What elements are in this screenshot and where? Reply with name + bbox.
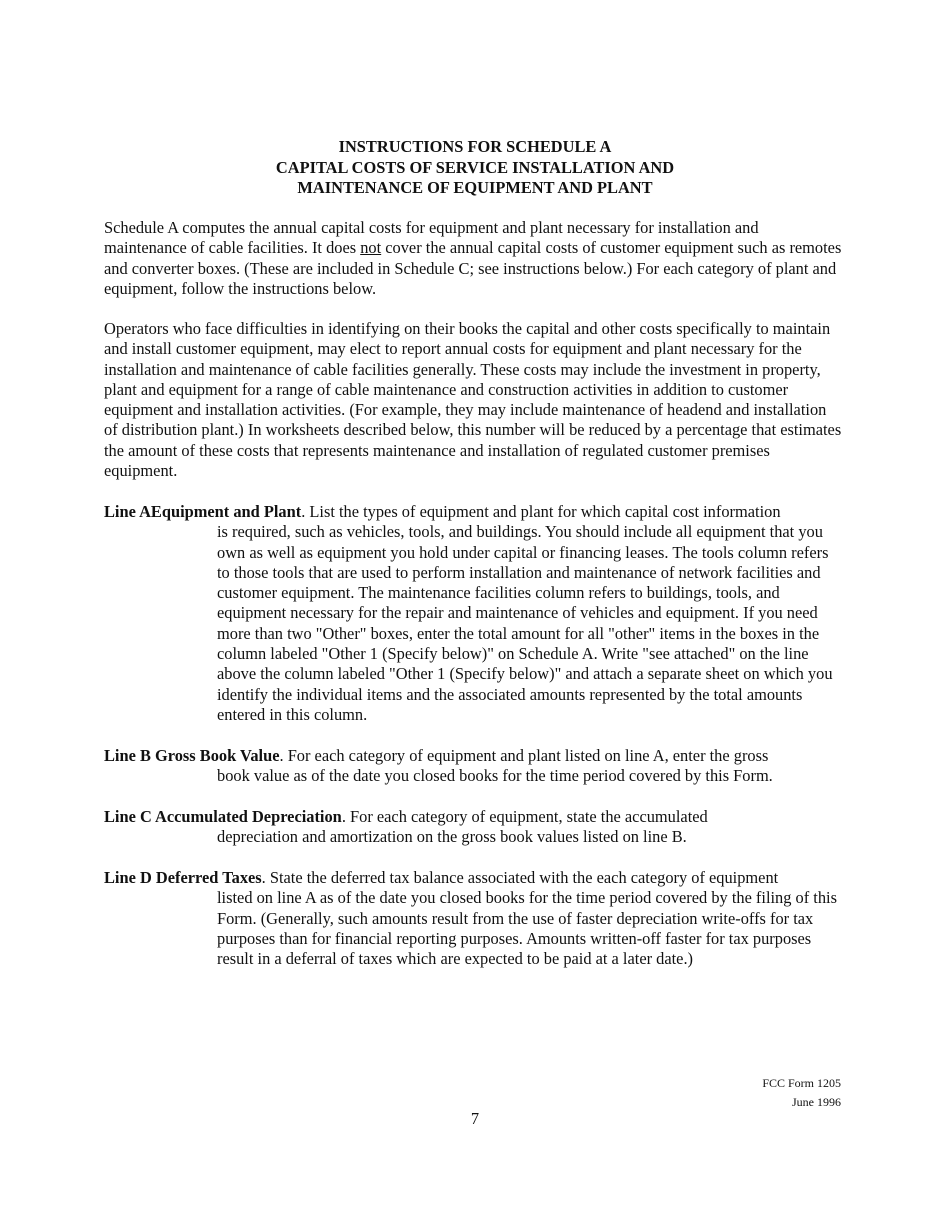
intro-paragraph-2: Operators who face difficulties in identifying on their books the capital and other costs specifically to maintain and install customer equipment, may elect to report annual costs for equipment and plant necessary for the installation and maintenance of cable facilities generally. These costs may include the investment in property, plant and equipment for a range of cable maintenance and construction activities in addition to customer equipment and installation activities. (For example, they may include maintenance of headend and installation of distribution plant.) In worksheets described below, this number will be reduced by a percentage that estimates the amount of these costs that represents maintenance and installation of regulated customer premises equipment.: [104, 319, 842, 481]
line-d-label: Line D Deferred Taxes: [104, 868, 262, 887]
title-line-1: INSTRUCTIONS FOR SCHEDULE A: [338, 137, 612, 156]
line-b-label: Line B Gross Book Value: [104, 746, 280, 765]
form-number: FCC Form 1205: [762, 1076, 841, 1090]
intro-p1-before: Schedule A computes the annual capital costs for equipment and plant necessary for installation and maintenance of cable facilities. It does: [104, 218, 759, 258]
line-d-body: listed on line A as of the date you closed books for the time period covered by the filing of this Form. (Generally, such amounts result from the use of faster depreciation write-offs for tax purposes than for financial reporting purposes. Amounts written-off faster for tax purposes result in a deferral of taxes which are expected to be paid at a later date.): [217, 888, 837, 969]
form-date: June 1996: [792, 1095, 841, 1109]
line-a-instruction: [104, 502, 844, 725]
intro-paragraph-1: [104, 218, 844, 299]
line-b-instruction: [104, 746, 844, 787]
line-a-lead: . List the types of equipment and plant for which capital cost information: [301, 502, 781, 521]
line-c-label: Line C Accumulated Depreciation: [104, 807, 342, 826]
intro-p1-emphasis: not: [360, 238, 382, 258]
form-footer: [762, 1074, 841, 1112]
title-line-2: CAPITAL COSTS OF SERVICE INSTALLATION AND: [275, 157, 675, 177]
intro-p1-after: cover the annual capital costs of customer equipment such as remotes and converter boxes. (These are included in Schedule C; see instructions below.) For each category of plant and equipment, follow the instructions below.: [104, 238, 842, 298]
line-c-body: depreciation and amortization on the gross book values listed on line B.: [217, 827, 687, 847]
line-d-instruction: [104, 868, 844, 969]
line-b-body: book value as of the date you closed books for the time period covered by this Form.: [217, 766, 773, 786]
line-a-label: Line AEquipment and Plant: [104, 502, 302, 521]
page-number: 7: [470, 1109, 480, 1128]
line-d-lead: . State the deferred tax balance associated with the each category of equipment: [261, 868, 779, 887]
line-c-instruction: [104, 807, 844, 848]
title-line-3: MAINTENANCE OF EQUIPMENT AND PLANT: [297, 178, 653, 197]
line-c-lead: . For each category of equipment, state the accumulated: [341, 807, 708, 826]
line-b-lead: . For each category of equipment and plant listed on line A, enter the gross: [279, 746, 769, 765]
page-title: [0, 137, 950, 199]
line-a-body: is required, such as vehicles, tools, and buildings. You should include all equipment that you own as well as equipment you hold under capital or financing leases. The tools column refers to those tools that are used to perform installation and maintenance of network facilities and customer equipment. The maintenance facilities column refers to buildings, tools, and equipment necessary for the repair and maintenance of vehicles and equipment. If you need more than two "Other" boxes, enter the total amount for all "other" items in the boxes in the column labeled "Other 1 (Specify below)" on Schedule A. Write "see attached" on the line above the column labeled "Other 1 (Specify below)" and attach a separate sheet on which you identify the individual items and the associated amounts represented by the total amounts entered in this column.: [217, 522, 833, 724]
